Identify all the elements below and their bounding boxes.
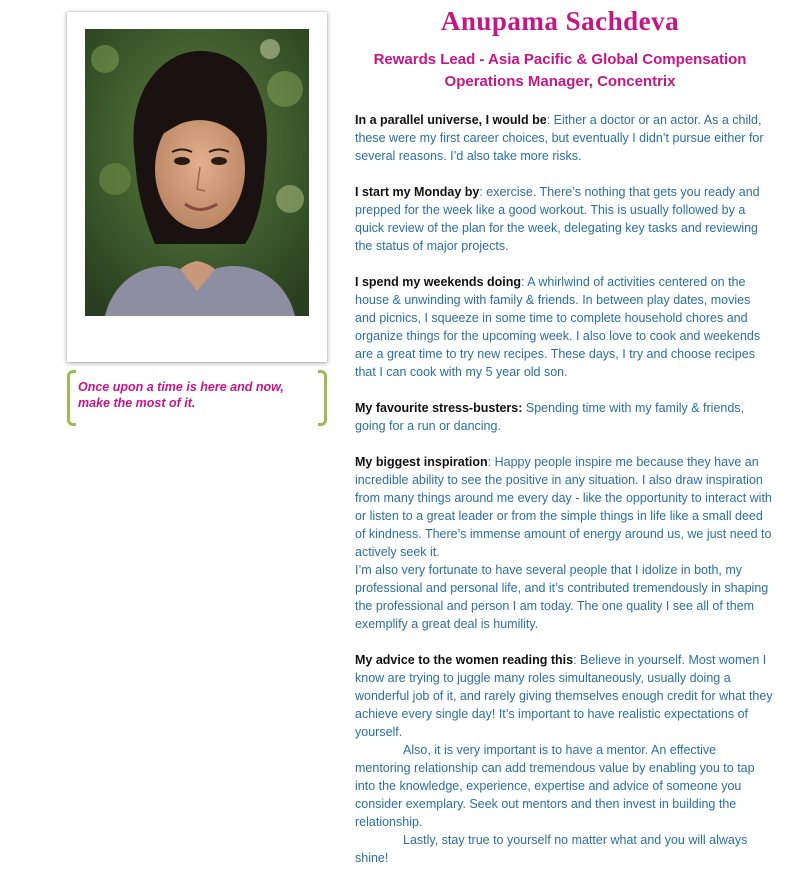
section-weekends [355,273,773,381]
person-name: Anupama Sachdeva [440,6,680,36]
person-title [340,49,780,93]
portrait-illustration [85,29,309,316]
quote-line-1: Once upon a time is here and now, [78,380,284,394]
label-stress-busters: My favourite stress-busters: [355,401,523,415]
label-weekends: I spend my weekends doing [355,275,522,289]
section-monday [355,183,773,255]
text-monday: : exercise. There’s nothing that gets you ready and prepped for the week like a good workout. This is usually followed by a quick review of the plan for the week, delegating key tasks and reviewing the status of major projects. [355,185,760,253]
section-inspiration [355,453,773,633]
section-stress-busters [355,399,773,435]
label-inspiration: My biggest inspiration [355,455,488,469]
text-stress-busters: Spending time with my family & friends, going for a run or dancing. [355,401,745,433]
profile-photo [85,29,309,316]
section-advice [355,651,773,867]
text-advice-3: Lastly, stay true to yourself no matter what and you will always shine! [355,833,748,865]
pull-quote [67,370,327,422]
right-bracket [318,370,327,426]
left-bracket [67,370,76,426]
profile-photo-frame [67,12,327,362]
quote-line-2: make the most of it. [78,396,196,410]
text-advice-2: Also, it is very important is to have a mentor. An effective mentoring relationship can add tremendous value by enabling you to tap into the knowledge, experience, expertise and advice of someone you consider exemplary. Seek out mentors and then invest in building the relationship. [355,743,755,829]
label-advice: My advice to the women reading this [355,653,574,667]
interview-content [355,111,773,885]
text-inspiration: : Happy people inspire me because they have an incredible ability to see the positive in any situation. I also draw inspiration from many things around me every day - like the opportunity to interact with or listen to a great leader or from the simple things in life like a small deed of kindness. There’s immense amount of energy around us, we just need to actively seek it. [355,455,772,559]
text-weekends: : A whirlwind of activities centered on the house & unwinding with family & friends. In between play dates, movies and picnics, I squeeze in some time to complete household chores and organize things for the upcoming week. I also love to cook and weekends are a great time to try new recipes. These days, I try and choose recipes that I can cook with my 5 year old son. [355,275,761,379]
quote-text [78,379,308,411]
text-parallel-universe: : Either a doctor or an actor. As a child, these were my first career choices, but eventually I didn’t pursue either for several reasons. I’d also take more risks. [355,113,764,163]
label-monday: I start my Monday by [355,185,480,199]
title-line-1: Rewards Lead - Asia Pacific & Global Compensation [373,51,747,68]
section-parallel-universe [355,111,773,165]
text-inspiration-2: I’m also very fortunate to have several people that I idolize in both, my professional and personal life, and it’s contributed tremendously in shaping the professional and person I am today. The one quality I see all of them exemplify a great deal is humility. [355,563,769,631]
text-advice: : Believe in yourself. Most women I know are trying to juggle many roles simultaneously, usually doing a wonderful job of it, and rarely giving themselves enough credit for what they achieve every single day! It’s important to have realistic expectations of yourself. [355,653,773,739]
title-line-2: Operations Manager, Concentrix [444,73,676,90]
label-parallel-universe: In a parallel universe, I would be [355,113,547,127]
